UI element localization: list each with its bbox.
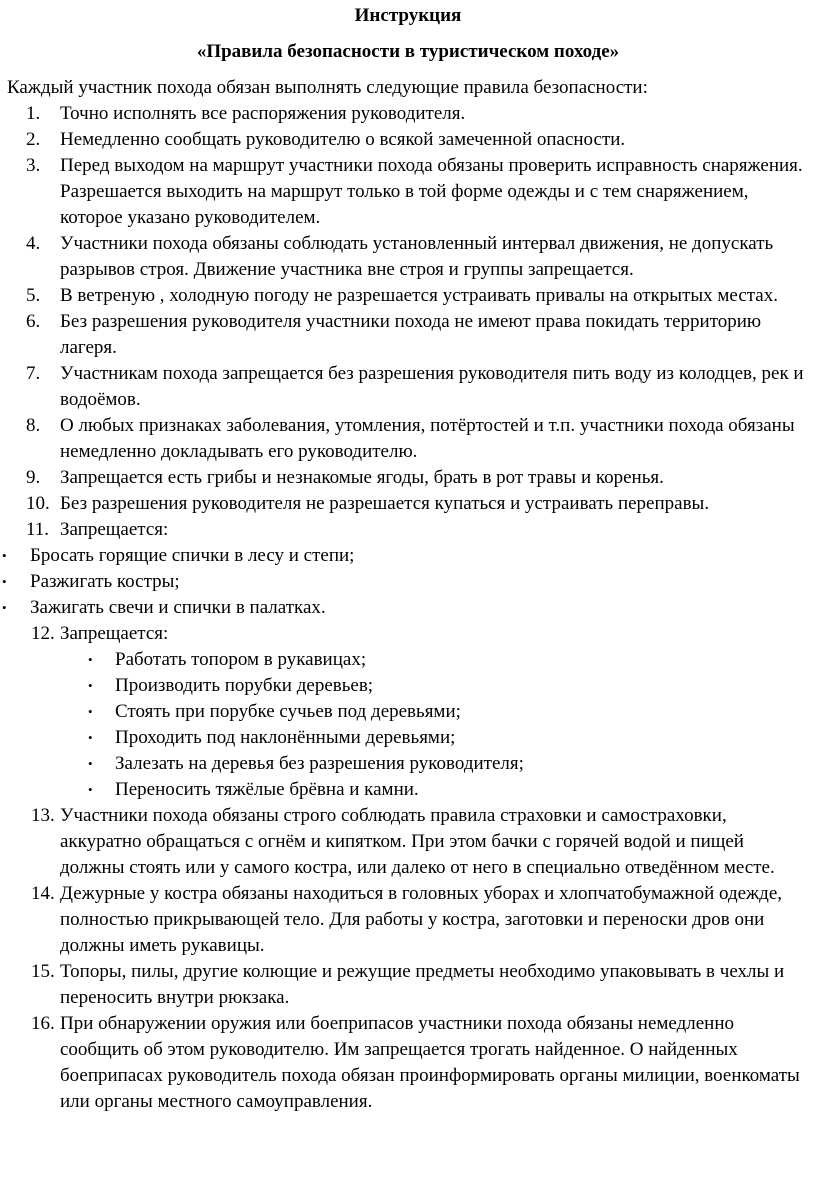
item-number: 10. bbox=[26, 493, 50, 514]
list-item bbox=[0, 101, 816, 127]
item-text: Немедленно сообщать руководителю о всякой замеченной опасности. bbox=[60, 129, 626, 150]
bullet-text: Работать топором в рукавицах; bbox=[115, 649, 367, 670]
bullet-item bbox=[0, 647, 816, 673]
item-text: Точно исполнять все распоряжения руководителя. bbox=[60, 103, 466, 124]
item-number: 13. bbox=[31, 805, 55, 826]
item-text: Без разрешения руководителя участники похода не имеют права покидать территорию лагеря. bbox=[60, 311, 762, 358]
list-item bbox=[0, 881, 816, 959]
bullet-item bbox=[0, 569, 816, 595]
bullet-item bbox=[0, 751, 816, 777]
bullet-icon: • bbox=[88, 704, 93, 719]
item-number: 14. bbox=[31, 883, 55, 904]
item-number: 16. bbox=[31, 1013, 55, 1034]
intro-paragraph: Каждый участник похода обязан выполнять следующие правила безопасности: bbox=[7, 77, 648, 98]
item-number: 8. bbox=[26, 415, 41, 436]
item-text: Перед выходом на маршрут участники похода обязаны проверить исправность снаряжения. Разрешается выходить на маршрут только в той форме одежды и с тем снаряжением, которое указано руководителем. bbox=[60, 155, 803, 228]
list-item bbox=[0, 413, 816, 465]
list-item bbox=[0, 1011, 816, 1115]
item-text: Участники похода обязаны соблюдать установленный интервал движения, не допускать разрывов строя. Движение участника вне строя и группы запрещается. bbox=[60, 233, 774, 280]
list-item bbox=[0, 361, 816, 413]
item-number: 6. bbox=[26, 311, 41, 332]
item-text: Запрещается: bbox=[60, 519, 169, 540]
item-number: 1. bbox=[26, 103, 41, 124]
item-number: 12. bbox=[31, 623, 55, 644]
bullet-text: Проходить под наклонёнными деревьями; bbox=[115, 727, 456, 748]
item-text: Дежурные у костра обязаны находиться в головных уборах и хлопчатобумажной одежде, полностью прикрывающей тело. Для работы у костра, заготовки и переноски дров они должны иметь рукавицы. bbox=[60, 883, 783, 956]
item-text: Участники похода обязаны строго соблюдать правила страховки и самостраховки, аккуратно обращаться с огнём и кипятком. При этом бачки с горячей водой и пищей должны стоять или у самого костра, или далеко от него в специально отведённом месте. bbox=[60, 805, 775, 878]
list-item bbox=[0, 517, 816, 543]
item-text: Запрещается: bbox=[60, 623, 169, 644]
bullet-text: Переносить тяжёлые брёвна и камни. bbox=[115, 779, 419, 800]
bullet-text: Бросать горящие спички в лесу и степи; bbox=[30, 545, 355, 566]
bullet-icon: • bbox=[2, 574, 7, 589]
list-item bbox=[0, 309, 816, 361]
bullet-text: Залезать на деревья без разрешения руководителя; bbox=[115, 753, 524, 774]
list-item bbox=[0, 283, 816, 309]
bullet-text: Производить порубки деревьев; bbox=[115, 675, 374, 696]
item-text: Запрещается есть грибы и незнакомые ягоды, брать в рот травы и коренья. bbox=[60, 467, 664, 488]
item-number: 5. bbox=[26, 285, 41, 306]
bullet-item bbox=[0, 595, 816, 621]
bullet-item bbox=[0, 543, 816, 569]
item-text: В ветреную , холодную погоду не разрешается устраивать привалы на открытых местах. bbox=[60, 285, 778, 306]
item-number: 2. bbox=[26, 129, 41, 150]
list-item bbox=[0, 491, 816, 517]
bullet-text: Стоять при порубке сучьев под деревьями; bbox=[115, 701, 461, 722]
bullet-icon: • bbox=[88, 730, 93, 745]
item-number: 15. bbox=[31, 961, 55, 982]
list-item bbox=[0, 153, 816, 231]
list-item bbox=[0, 803, 816, 881]
bullet-item bbox=[0, 699, 816, 725]
item-text: Участникам похода запрещается без разрешения руководителя пить воду из колодцев, рек и водоёмов. bbox=[60, 363, 804, 410]
item-number: 11. bbox=[26, 519, 50, 540]
rules-list bbox=[0, 101, 816, 1115]
item-text: Без разрешения руководителя не разрешается купаться и устраивать переправы. bbox=[60, 493, 710, 514]
list-item bbox=[0, 465, 816, 491]
bullet-icon: • bbox=[2, 600, 7, 615]
bullet-icon: • bbox=[88, 652, 93, 667]
bullet-item bbox=[0, 673, 816, 699]
item-number: 9. bbox=[26, 467, 41, 488]
item-number: 7. bbox=[26, 363, 41, 384]
list-item bbox=[0, 959, 816, 1011]
item-text: Топоры, пилы, другие колющие и режущие предметы необходимо упаковывать в чехлы и переносить внутри рюкзака. bbox=[60, 961, 785, 1008]
list-item bbox=[0, 621, 816, 647]
bullet-item bbox=[0, 777, 816, 803]
bullet-icon: • bbox=[88, 756, 93, 771]
bullet-icon: • bbox=[88, 678, 93, 693]
item-number: 3. bbox=[26, 155, 41, 176]
bullet-icon: • bbox=[88, 782, 93, 797]
bullet-item bbox=[0, 725, 816, 751]
item-number: 4. bbox=[26, 233, 41, 254]
list-item bbox=[0, 127, 816, 153]
list-item bbox=[0, 231, 816, 283]
bullet-text: Разжигать костры; bbox=[30, 571, 180, 592]
item-text: О любых признаках заболевания, утомления, потёртостей и т.п. участники похода обязаны немедленно докладывать его руководителю. bbox=[60, 415, 795, 462]
item-text: При обнаружении оружия или боеприпасов участники похода обязаны немедленно сообщить об этом руководителю. Им запрещается трогать найденное. О найденных боеприпасах руководитель похода обязан проинформировать органы милиции, военкоматы или органы местного самоуправления. bbox=[60, 1013, 800, 1112]
document-title: Инструкция bbox=[354, 5, 462, 26]
document-subtitle: «Правила безопасности в туристическом походе» bbox=[196, 41, 620, 62]
bullet-text: Зажигать свечи и спички в палатках. bbox=[30, 597, 326, 618]
bullet-icon: • bbox=[2, 548, 7, 563]
